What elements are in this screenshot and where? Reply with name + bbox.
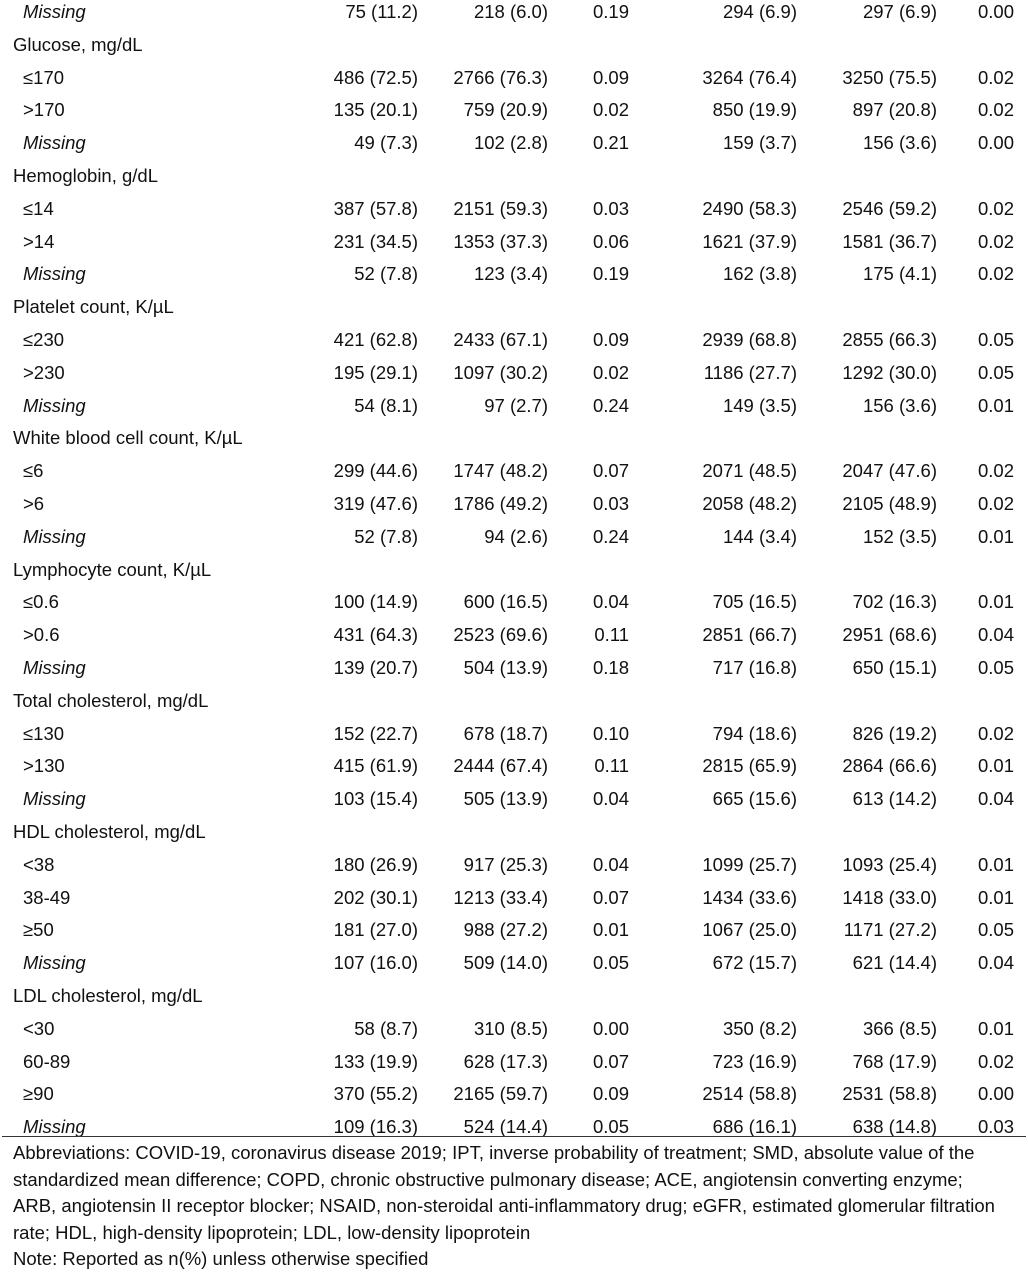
table-row: [0, 754, 1028, 787]
row-value-col-2: 123 (3.4): [473, 263, 548, 285]
row-value-col-4: 1067 (25.0): [702, 919, 797, 941]
row-value-col-6: 0.01: [977, 394, 1014, 416]
row-value-col-5: 156 (3.6): [862, 132, 937, 154]
row-value-col-1: 319 (47.6): [333, 492, 418, 514]
row-value-col-4: 149 (3.5): [722, 394, 797, 416]
row-label: ≤14: [23, 197, 54, 219]
row-value-col-6: 0.03: [977, 1116, 1014, 1138]
row-value-col-5: 1171 (27.2): [843, 919, 937, 941]
row-value-col-4: 2939 (68.8): [702, 328, 797, 350]
row-value-col-4: 159 (3.7): [722, 132, 797, 154]
row-value-col-4: 2851 (66.7): [702, 624, 797, 646]
row-value-col-6: 0.01: [977, 853, 1014, 875]
row-value-col-5: 897 (20.8): [852, 99, 937, 121]
table-row: [0, 886, 1028, 919]
row-value-col-1: 54 (8.1): [354, 394, 418, 416]
row-value-col-5: 2047 (47.6): [842, 460, 937, 482]
table-section-header: [0, 295, 1028, 328]
row-label: Missing: [23, 525, 86, 547]
row-label: >14: [23, 230, 55, 252]
row-value-col-6: 0.02: [977, 197, 1014, 219]
table-row: [0, 197, 1028, 230]
row-value-col-2: 1353 (37.3): [453, 230, 548, 252]
row-value-col-3: 0.09: [592, 1083, 629, 1105]
row-value-col-3: 0.04: [592, 853, 629, 875]
row-value-col-4: 665 (15.6): [712, 788, 797, 810]
row-label: Missing: [23, 1, 86, 22]
table-row: [0, 722, 1028, 755]
row-label: >230: [23, 361, 65, 383]
row-value-col-3: 0.04: [592, 788, 629, 810]
row-value-col-4: 850 (19.9): [712, 99, 797, 121]
row-value-col-5: 621 (14.4): [852, 952, 937, 974]
row-label: Missing: [23, 952, 86, 974]
table-row: [0, 66, 1028, 99]
row-value-col-6: 0.02: [977, 460, 1014, 482]
row-value-col-2: 2444 (67.4): [453, 755, 548, 777]
row-value-col-1: 180 (26.9): [333, 853, 418, 875]
row-label: HDL cholesterol, mg/dL: [13, 820, 206, 842]
row-label: ≤0.6: [23, 591, 59, 613]
row-value-col-6: 0.02: [977, 230, 1014, 252]
row-value-col-3: 0.05: [592, 952, 629, 974]
row-value-col-1: 370 (55.2): [333, 1083, 418, 1105]
row-value-col-3: 0.07: [592, 886, 629, 908]
row-value-col-5: 156 (3.6): [862, 394, 937, 416]
table-row: [0, 590, 1028, 623]
row-value-col-6: 0.02: [977, 1050, 1014, 1072]
row-value-col-6: 0.05: [977, 656, 1014, 678]
row-value-col-1: 431 (64.3): [333, 624, 418, 646]
table-row: [0, 459, 1028, 492]
row-value-col-1: 100 (14.9): [333, 591, 418, 613]
table-row: [0, 623, 1028, 656]
row-value-col-6: 0.05: [977, 328, 1014, 350]
table-row: [0, 951, 1028, 984]
row-value-col-2: 97 (2.7): [484, 394, 548, 416]
row-value-col-1: 387 (57.8): [333, 197, 418, 219]
row-label: Missing: [23, 656, 86, 678]
row-value-col-4: 1621 (37.9): [702, 230, 797, 252]
row-value-col-4: 717 (16.8): [712, 656, 797, 678]
row-label: Total cholesterol, mg/dL: [13, 689, 209, 711]
row-value-col-3: 0.01: [592, 919, 629, 941]
table-section-header: [0, 984, 1028, 1017]
row-value-col-4: 1186 (27.7): [703, 361, 797, 383]
row-value-col-4: 350 (8.2): [722, 1017, 797, 1039]
row-value-col-6: 0.02: [977, 722, 1014, 744]
row-value-col-5: 638 (14.8): [852, 1116, 937, 1138]
row-label: ≤6: [23, 460, 44, 482]
row-label: Missing: [23, 788, 86, 810]
row-value-col-1: 231 (34.5): [333, 230, 418, 252]
table-section-header: [0, 426, 1028, 459]
row-value-col-4: 144 (3.4): [722, 525, 797, 547]
row-value-col-3: 0.19: [592, 1, 629, 22]
row-value-col-3: 0.03: [592, 492, 629, 514]
row-value-col-4: 1099 (25.7): [702, 853, 797, 875]
table-row: [0, 918, 1028, 951]
table-row: [0, 262, 1028, 295]
row-value-col-3: 0.11: [594, 755, 629, 777]
row-value-col-1: 181 (27.0): [333, 919, 418, 941]
row-label: <38: [23, 853, 55, 875]
row-value-col-2: 504 (13.9): [463, 656, 548, 678]
row-value-col-4: 1434 (33.6): [702, 886, 797, 908]
row-label: Missing: [23, 394, 86, 416]
table-row: [0, 492, 1028, 525]
row-label: Missing: [23, 263, 86, 285]
row-value-col-2: 218 (6.0): [473, 1, 548, 22]
table-row: [0, 0, 1028, 33]
row-value-col-2: 1213 (33.4): [453, 886, 548, 908]
row-label: ≤130: [23, 722, 65, 744]
row-value-col-2: 94 (2.6): [484, 525, 548, 547]
table-row: [0, 1050, 1028, 1083]
row-value-col-5: 1093 (25.4): [842, 853, 937, 875]
row-value-col-5: 826 (19.2): [852, 722, 937, 744]
row-label: White blood cell count, K/µL: [13, 427, 243, 449]
row-value-col-6: 0.04: [977, 788, 1014, 810]
row-value-col-4: 162 (3.8): [722, 263, 797, 285]
row-value-col-1: 299 (44.6): [333, 460, 418, 482]
table-row: [0, 131, 1028, 164]
row-value-col-1: 133 (19.9): [333, 1050, 418, 1072]
abbreviations-footnote: Abbreviations: COVID-19, coronavirus disease 2019; IPT, inverse probability of treatment; SMD, absolute value of the standardized mean difference; COPD, chronic obstructive pulmonary disease; ACE, angiotensin converting enzyme; ARB, angiotensin II receptor blocker; NSAID, non-steroidal anti-inflammatory drug; eGFR, estimated glomerular filtration rate; HDL, high-density lipoprotein; LDL, low-density lipoprotein: [13, 1142, 995, 1243]
row-value-col-6: 0.05: [977, 919, 1014, 941]
row-label: Glucose, mg/dL: [13, 33, 143, 55]
row-value-col-4: 686 (16.1): [712, 1116, 797, 1138]
row-value-col-3: 0.09: [592, 66, 629, 88]
row-value-col-3: 0.10: [592, 722, 629, 744]
row-value-col-4: 3264 (76.4): [702, 66, 797, 88]
row-value-col-6: 0.01: [977, 1017, 1014, 1039]
row-value-col-5: 152 (3.5): [862, 525, 937, 547]
row-value-col-4: 294 (6.9): [722, 1, 797, 22]
row-label: >170: [23, 99, 65, 121]
row-value-col-6: 0.02: [977, 99, 1014, 121]
table-row: [0, 656, 1028, 689]
row-value-col-1: 107 (16.0): [333, 952, 418, 974]
row-value-col-3: 0.02: [592, 361, 629, 383]
row-label: ≤170: [23, 66, 65, 88]
table-section-header: [0, 689, 1028, 722]
row-value-col-3: 0.07: [592, 460, 629, 482]
row-value-col-5: 2864 (66.6): [842, 755, 937, 777]
row-value-col-1: 103 (15.4): [333, 788, 418, 810]
row-value-col-2: 1747 (48.2): [453, 460, 548, 482]
row-value-col-4: 2058 (48.2): [702, 492, 797, 514]
row-value-col-3: 0.07: [592, 1050, 629, 1072]
row-value-col-3: 0.02: [592, 99, 629, 121]
row-value-col-1: 486 (72.5): [333, 66, 418, 88]
row-value-col-5: 613 (14.2): [852, 788, 937, 810]
row-value-col-6: 0.05: [977, 361, 1014, 383]
row-label: >6: [23, 492, 45, 514]
row-value-col-3: 0.00: [592, 1017, 629, 1039]
row-value-col-6: 0.01: [977, 755, 1014, 777]
row-label: Missing: [23, 1116, 86, 1138]
row-value-col-3: 0.03: [592, 197, 629, 219]
row-value-col-5: 2951 (68.6): [842, 624, 937, 646]
row-value-col-6: 0.00: [977, 1, 1014, 22]
table-section-header: [0, 558, 1028, 591]
row-label: Lymphocyte count, K/µL: [13, 558, 212, 580]
row-value-col-5: 2546 (59.2): [842, 197, 937, 219]
row-value-col-2: 310 (8.5): [473, 1017, 548, 1039]
row-value-col-5: 3250 (75.5): [842, 66, 937, 88]
row-value-col-2: 2523 (69.6): [453, 624, 548, 646]
table-row: [0, 853, 1028, 886]
row-value-col-4: 2490 (58.3): [702, 197, 797, 219]
row-value-col-3: 0.05: [592, 1116, 629, 1138]
row-value-col-5: 297 (6.9): [862, 1, 937, 22]
row-value-col-5: 1292 (30.0): [842, 361, 937, 383]
row-label: ≤230: [23, 328, 65, 350]
row-value-col-6: 0.04: [977, 952, 1014, 974]
row-label: Missing: [23, 132, 86, 154]
row-value-col-2: 988 (27.2): [463, 919, 548, 941]
row-label: Platelet count, K/µL: [13, 296, 174, 318]
row-value-col-2: 524 (14.4): [463, 1116, 548, 1138]
row-label: <30: [23, 1017, 55, 1039]
row-value-col-6: 0.00: [977, 1083, 1014, 1105]
row-value-col-2: 628 (17.3): [463, 1050, 548, 1072]
row-value-col-1: 202 (30.1): [333, 886, 418, 908]
row-value-col-1: 139 (20.7): [333, 656, 418, 678]
row-value-col-2: 917 (25.3): [463, 853, 548, 875]
row-value-col-4: 2514 (58.8): [702, 1083, 797, 1105]
row-value-col-2: 1786 (49.2): [453, 492, 548, 514]
row-value-col-5: 768 (17.9): [852, 1050, 937, 1072]
row-value-col-1: 135 (20.1): [333, 99, 418, 121]
row-value-col-4: 723 (16.9): [712, 1050, 797, 1072]
row-value-col-1: 421 (62.8): [333, 328, 418, 350]
row-label: ≥90: [23, 1083, 54, 1105]
row-value-col-4: 2815 (65.9): [702, 755, 797, 777]
row-value-col-2: 759 (20.9): [463, 99, 548, 121]
row-value-col-1: 52 (7.8): [354, 525, 418, 547]
row-value-col-3: 0.04: [592, 591, 629, 613]
row-value-col-5: 1581 (36.7): [842, 230, 937, 252]
row-value-col-6: 0.02: [977, 263, 1014, 285]
row-value-col-2: 600 (16.5): [463, 591, 548, 613]
row-value-col-5: 702 (16.3): [852, 591, 937, 613]
table-row: [0, 361, 1028, 394]
row-value-col-4: 2071 (48.5): [702, 460, 797, 482]
row-value-col-1: 75 (11.2): [345, 1, 418, 22]
row-value-col-3: 0.11: [594, 624, 629, 646]
row-value-col-3: 0.24: [592, 394, 629, 416]
row-value-col-3: 0.09: [592, 328, 629, 350]
table-section-header: [0, 164, 1028, 197]
row-value-col-6: 0.01: [977, 525, 1014, 547]
table-bottom-rule: [2, 1136, 1026, 1137]
row-value-col-5: 2105 (48.9): [842, 492, 937, 514]
table-row: [0, 230, 1028, 263]
row-value-col-2: 2433 (67.1): [453, 328, 548, 350]
row-value-col-3: 0.06: [592, 230, 629, 252]
row-value-col-1: 58 (8.7): [354, 1017, 418, 1039]
row-value-col-4: 705 (16.5): [712, 591, 797, 613]
row-label: LDL cholesterol, mg/dL: [13, 984, 203, 1006]
row-label: >0.6: [23, 624, 60, 646]
table-section-header: [0, 33, 1028, 66]
row-value-col-4: 672 (15.7): [712, 952, 797, 974]
row-label: Hemoglobin, g/dL: [13, 164, 159, 186]
row-label: >130: [23, 755, 65, 777]
row-value-col-1: 52 (7.8): [354, 263, 418, 285]
row-value-col-2: 678 (18.7): [463, 722, 548, 744]
row-value-col-3: 0.24: [592, 525, 629, 547]
row-value-col-6: 0.00: [977, 132, 1014, 154]
row-value-col-2: 2165 (59.7): [453, 1083, 548, 1105]
row-value-col-1: 415 (61.9): [333, 755, 418, 777]
table-section-header: [0, 820, 1028, 853]
row-value-col-6: 0.04: [977, 624, 1014, 646]
row-value-col-1: 109 (16.3): [333, 1116, 418, 1138]
row-value-col-6: 0.02: [977, 66, 1014, 88]
table-row: [0, 394, 1028, 427]
row-label: 60-89: [23, 1050, 71, 1072]
row-value-col-2: 505 (13.9): [463, 788, 548, 810]
row-value-col-2: 1097 (30.2): [453, 361, 548, 383]
table-note: Note: Reported as n(%) unless otherwise specified: [13, 1248, 429, 1269]
row-value-col-1: 152 (22.7): [333, 722, 418, 744]
row-value-col-6: 0.02: [977, 492, 1014, 514]
table-row: [0, 1017, 1028, 1050]
row-value-col-2: 509 (14.0): [463, 952, 548, 974]
row-value-col-5: 175 (4.1): [862, 263, 937, 285]
row-value-col-3: 0.18: [592, 656, 629, 678]
row-value-col-2: 2766 (76.3): [453, 66, 548, 88]
row-value-col-2: 2151 (59.3): [453, 197, 548, 219]
row-label: 38-49: [23, 886, 71, 908]
row-value-col-6: 0.01: [977, 886, 1014, 908]
row-value-col-6: 0.01: [977, 591, 1014, 613]
row-value-col-5: 2531 (58.8): [842, 1083, 937, 1105]
row-value-col-1: 195 (29.1): [333, 361, 418, 383]
row-value-col-5: 2855 (66.3): [842, 328, 937, 350]
row-value-col-5: 650 (15.1): [852, 656, 937, 678]
row-value-col-3: 0.19: [592, 263, 629, 285]
table-row: [0, 328, 1028, 361]
table-row: [0, 98, 1028, 131]
row-value-col-4: 794 (18.6): [712, 722, 797, 744]
row-value-col-1: 49 (7.3): [354, 132, 418, 154]
table-row: [0, 1082, 1028, 1115]
table-row: [0, 787, 1028, 820]
row-value-col-3: 0.21: [592, 132, 629, 154]
table-row: [0, 525, 1028, 558]
row-value-col-5: 1418 (33.0): [842, 886, 937, 908]
row-value-col-5: 366 (8.5): [862, 1017, 937, 1039]
row-value-col-2: 102 (2.8): [473, 132, 548, 154]
row-label: ≥50: [23, 919, 54, 941]
